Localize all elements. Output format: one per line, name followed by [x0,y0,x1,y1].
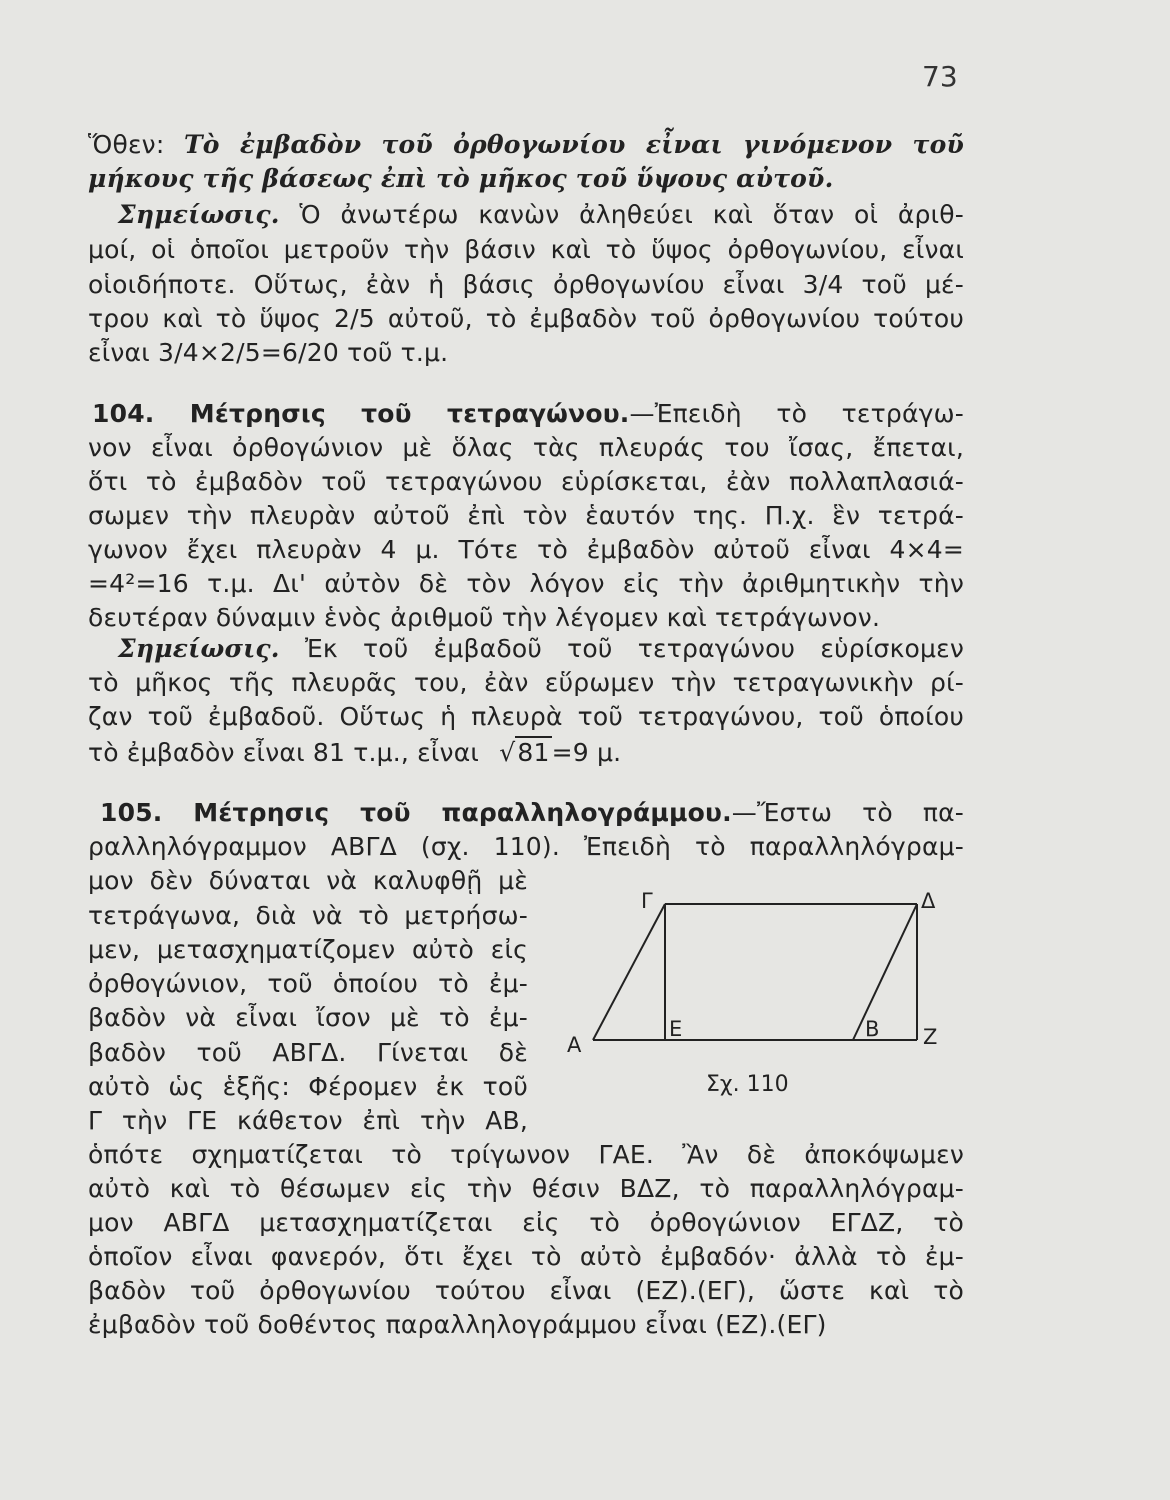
rule-lead: Ὅθεν: [88,130,165,159]
point-label-z: Ζ [923,1025,938,1049]
section-105-line-1 [88,796,964,830]
section-104-note-line-1 [88,632,964,666]
section-105-text: —Ἔστω τὸ πα- [731,798,964,827]
section-104-note-line-4 [88,736,964,770]
section-104-line-3: ὅτι τὸ ἐμβαδὸν τοῦ τετραγώνου εὑρίσκεται, ἐὰν πολλαπλασιά- [88,467,964,496]
rule-line-1 [88,128,964,162]
section-105-heading: 105. Μέτρησις τοῦ παραλληλογράμμου. [100,798,732,827]
section-104-line-4: σωμεν τὴν πλευρὰν αὐτοῦ ἐπὶ τὸν ἑαυτόν της. Π.χ. ἓν τετρά- [88,501,964,530]
sqrt-sign: √ [499,738,516,767]
section-105-line-9: αὐτὸ ὡς ἑξῆς: Φέρομεν ἐκ τοῦ [88,1072,528,1101]
note-line-4: τρου καὶ τὸ ὕψος 2/5 αὐτοῦ, τὸ ἐμβαδὸν τοῦ ὀρθογωνίου τούτου [88,304,964,333]
rule-line-2 [88,162,964,196]
section-105-line-12: αὐτὸ καὶ τὸ θέσωμεν εἰς τὴν θέσιν ΒΔΖ, τὸ παραλληλόγραμ- [88,1174,964,1203]
section-105-line-7: βαδὸν νὰ εἶναι ἴσον μὲ τὸ ἐμ- [88,1003,528,1032]
rule-text-a: Τὸ ἐμβαδὸν τοῦ ὀρθογωνίου εἶναι γινόμενον τοῦ [183,130,964,159]
note-line-5: εἶναι 3/4×2/5=6/20 τοῦ τ.μ. [88,338,449,367]
segment-ag [593,904,665,1040]
section-105-line-15: βαδὸν τοῦ ὀρθογωνίου τούτου εἶναι (ΕΖ).(ΕΓ), ὥστε καὶ τὸ [88,1276,964,1305]
section-105-line-5: μεν, μετασχηματίζομεν αὐτὸ εἰς [88,935,528,964]
note-label: Σημείωσις. [118,200,280,229]
section-105-line-4: τετράγωνα, διὰ νὰ τὸ μετρήσω- [88,901,528,930]
section-105-line-11: ὁπότε σχηματίζεται τὸ τρίγωνον ΓΑΕ. Ἂν δὲ ἀποκόψωμεν [88,1140,964,1169]
section-105-line-3: μον δὲν δύναται νὰ καλυφθῇ μὲ [88,866,528,895]
section-104-note-text-post: =9 μ. [551,738,622,767]
point-label-e: Ε [669,1017,683,1041]
section-104-note-label: Σημείωσις. [118,634,280,663]
section-104-line-5: γωνον ἔχει πλευρὰν 4 μ. Τότε τὸ ἐμβαδὸν αὐτοῦ εἶναι 4×4= [88,535,964,564]
section-104-note-text-pre: τὸ ἐμβαδὸν εἶναι 81 τ.μ., εἶναι [88,738,480,767]
section-104-note-text: Ἐκ τοῦ ἐμβαδοῦ τοῦ τετραγώνου εὑρίσκομεν [304,634,964,663]
note-text: Ὁ ἀνωτέρω κανὼν ἀληθεύει καὶ ὅταν οἱ ἀριθ- [299,200,964,229]
section-104-note-line-3: ζαν τοῦ ἐμβαδοῦ. Οὕτως ἡ πλευρὰ τοῦ τετραγώνου, τοῦ ὁποίου [88,702,964,731]
section-104-line-6: =4²=16 τ.μ. Δι' αὐτὸν δὲ τὸν λόγον εἰς τὴν ἀριθμητικὴν τὴν [88,569,964,598]
point-label-b: Β [865,1017,880,1041]
sqrt-radicand: 81 [517,738,550,767]
page-number: 73 [922,60,958,93]
section-105-line-13: μον ΑΒΓΔ μετασχηματίζεται εἰς τὸ ὀρθογώνιον ΕΓΔΖ, τὸ [88,1208,964,1237]
section-104-line-2: νον εἶναι ὀρθογώνιον μὲ ὅλας τὰς πλευράς του ἴσας, ἔπεται, [88,433,964,462]
section-104-line-7: δευτέραν δύναμιν ἑνὸς ἀριθμοῦ τὴν λέγομεν καὶ τετράγωνον. [88,603,881,632]
section-105-line-6: ὀρθογώνιον, τοῦ ὁποίου τὸ ἐμ- [88,969,528,998]
point-label-a: Α [567,1033,582,1057]
segment-bd [853,904,917,1040]
section-105-line-2: ραλληλόγραμμον ΑΒΓΔ (σχ. 110). Ἐπειδὴ τὸ παραλληλόγραμ- [88,832,964,861]
section-105-line-16: ἐμβαδὸν τοῦ δοθέντος παραλληλογράμμου εἶναι (ΕΖ).(ΕΓ) [88,1310,827,1339]
note-line-1 [88,198,964,232]
point-label-d: Δ [921,889,936,913]
figure-110-parallelogram [555,880,955,1070]
figure-caption: Σχ. 110 [706,1072,789,1097]
note-line-2: μοί, οἱ ὁποῖοι μετροῦν τὴν βάσιν καὶ τὸ ὕψος ὀρθογωνίου, εἶναι [88,235,964,264]
section-104-line-1 [88,397,964,431]
note-line-3: οἱοιδήποτε. Οὕτως, ἐὰν ἡ βάσις ὀρθογωνίου εἶναι 3/4 τοῦ μέ- [88,270,964,299]
section-105-line-10: Γ τὴν ΓΕ κάθετον ἐπὶ τὴν ΑΒ, [88,1106,528,1135]
point-label-g: Γ [641,889,653,913]
section-104-text: —Ἐπειδὴ τὸ τετράγω- [629,399,964,428]
section-105-line-8: βαδὸν τοῦ ΑΒΓΔ. Γίνεται δὲ [88,1038,528,1067]
section-104-heading: 104. Μέτρησις τοῦ τετραγώνου. [92,399,630,428]
section-104-note-line-2: τὸ μῆκος τῆς πλευρᾶς του, ἐὰν εὕρωμεν τὴν τετραγωνικὴν ρί- [88,668,964,697]
section-105-line-14: ὁποῖον εἶναι φανερόν, ὅτι ἔχει τὸ αὐτὸ ἐμβαδόν· ἀλλὰ τὸ ἐμ- [88,1242,964,1271]
rule-text-b: μήκους τῆς βάσεως ἐπὶ τὸ μῆκος τοῦ ὕψους αὐτοῦ. [88,164,834,193]
